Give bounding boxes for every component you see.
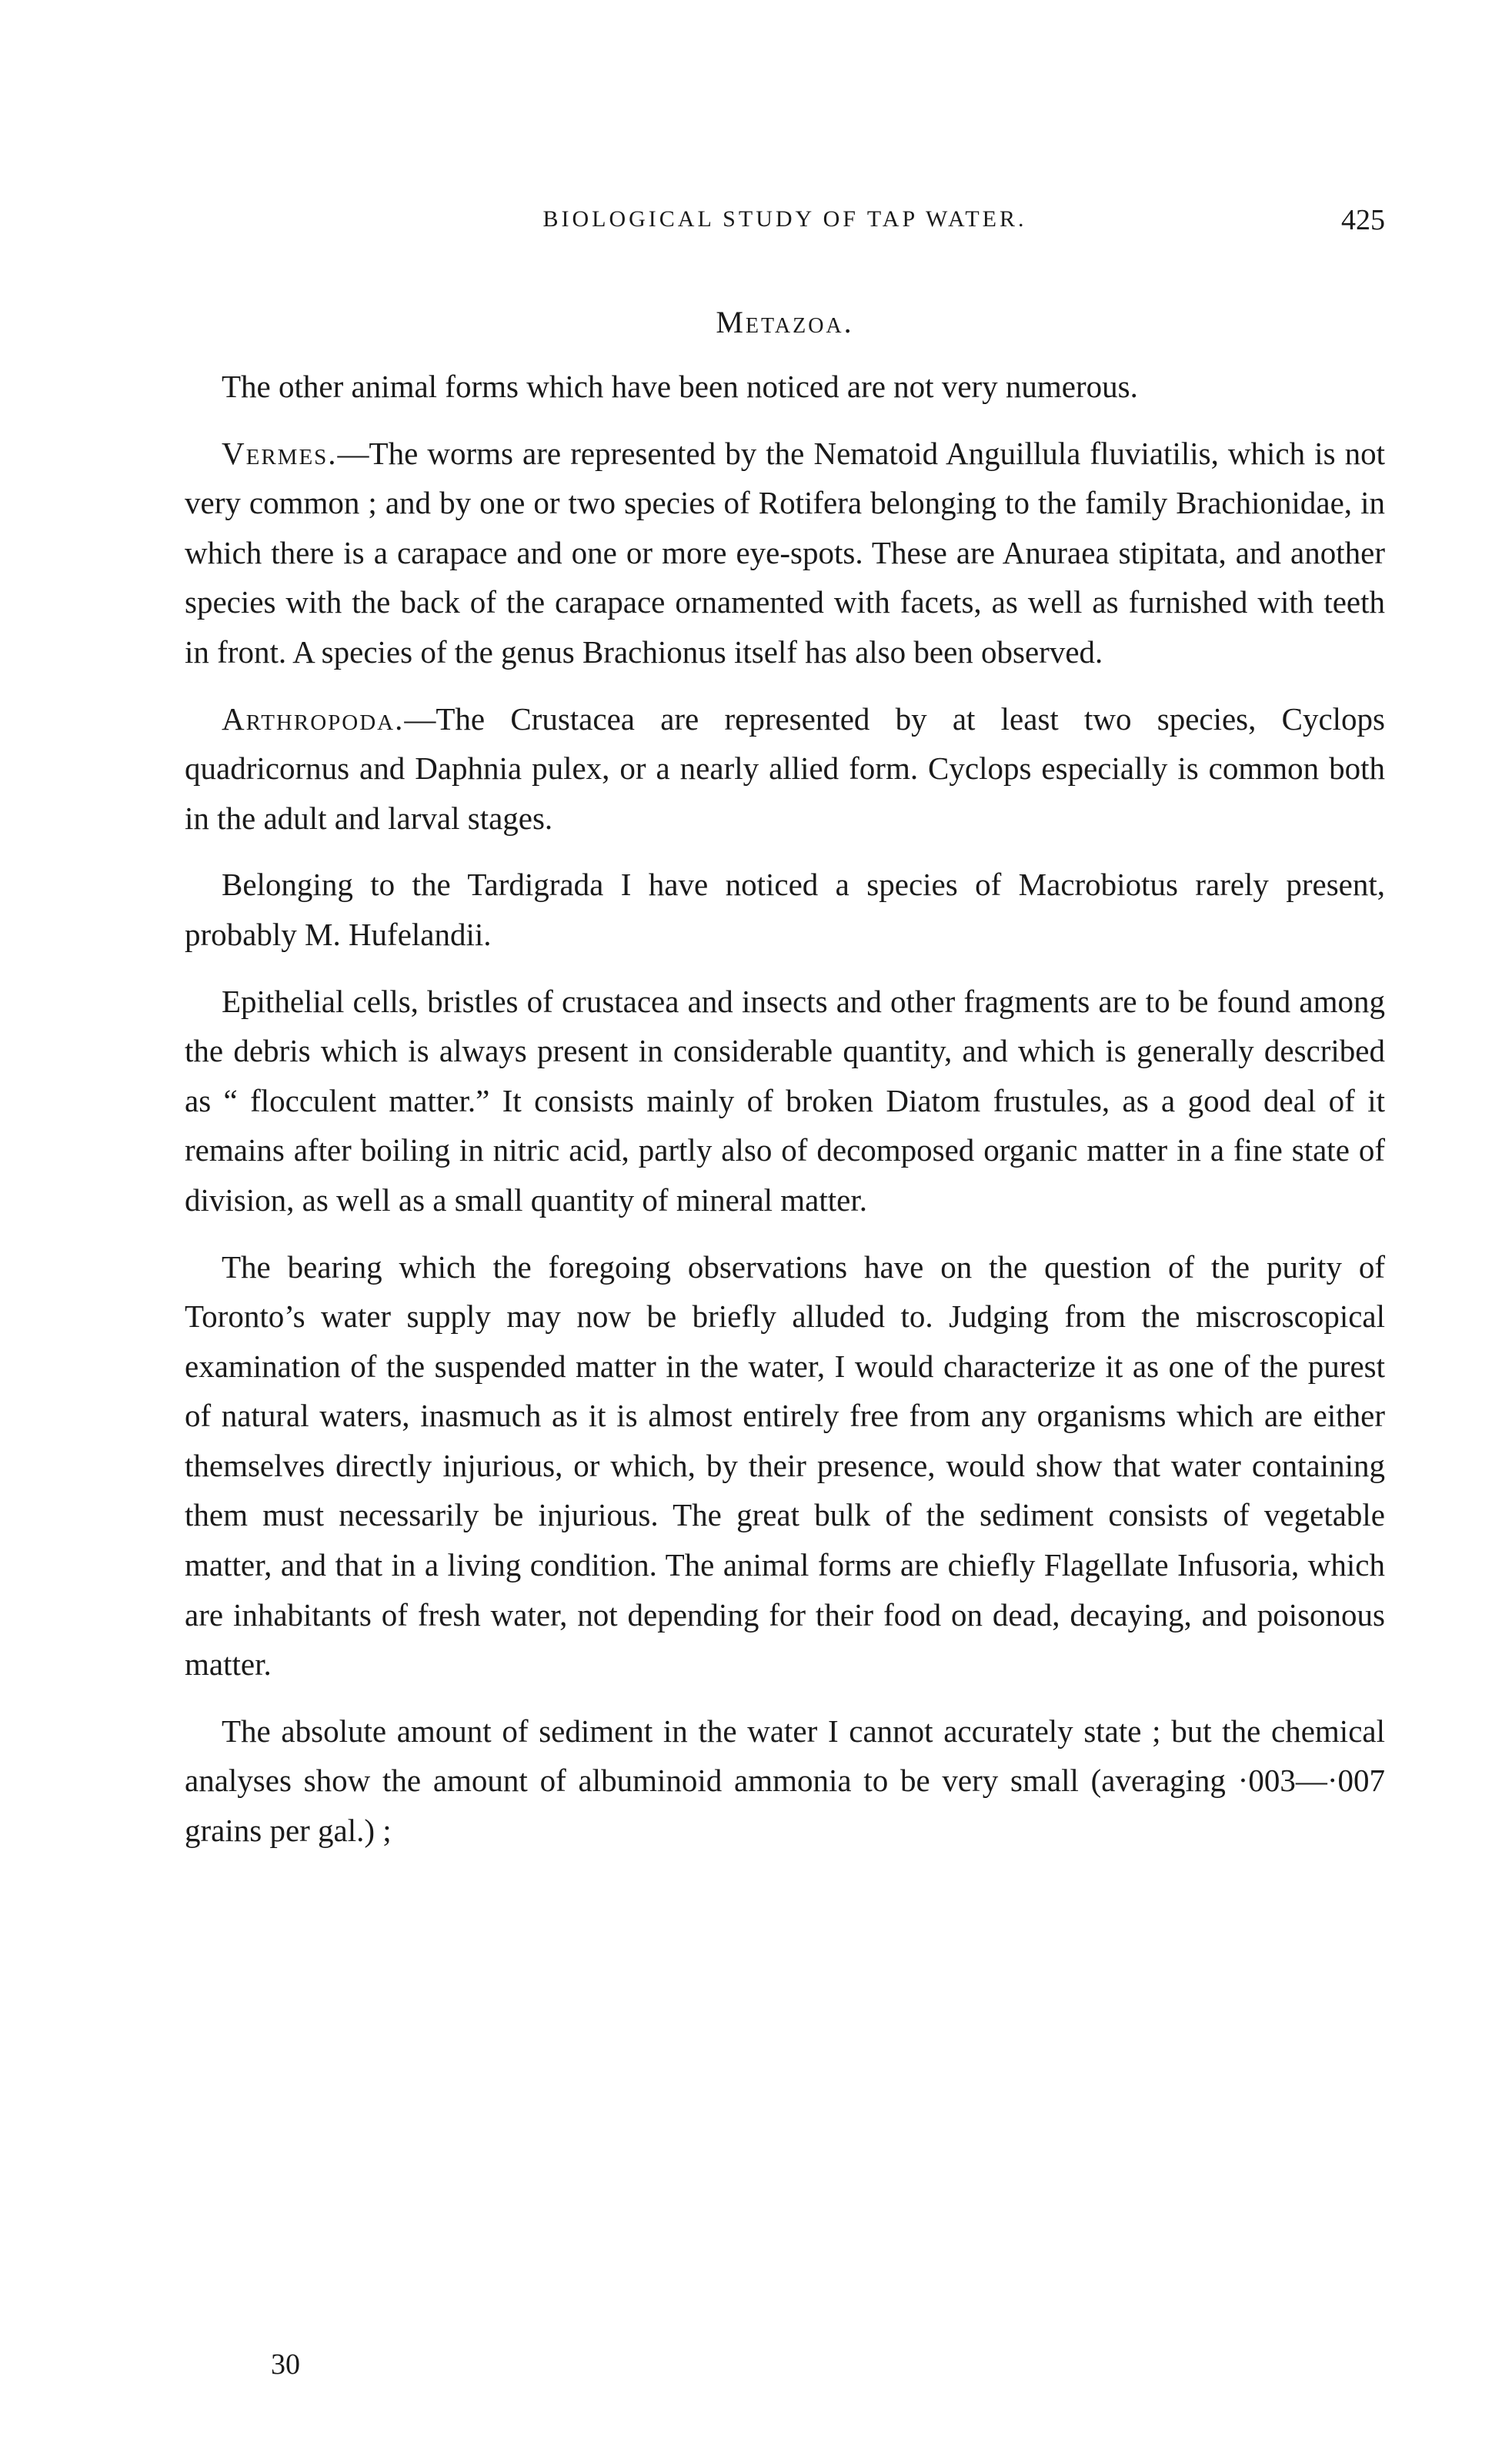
paragraph-text: Belonging to the Tardigrada I have noticed a species of Macrobiotus rarely present, probably M. Hufelandii. (185, 867, 1385, 952)
paragraph-epithelial (185, 977, 1385, 1225)
section-title: Metazoa. (716, 305, 854, 339)
paragraph-lead: Arthropoda. (222, 700, 405, 737)
paragraph-text: The absolute amount of sediment in the water I cannot accurately state ; but the chemical analyses show the amount of albuminoid ammonia to be very small (averaging ·003—·007 grains per gal.) ; (185, 1713, 1385, 1849)
paragraph-tardigrada (185, 860, 1385, 959)
paragraph-bearing (185, 1242, 1385, 1689)
paragraph-intro (185, 362, 1385, 412)
running-head (185, 206, 1385, 252)
paragraph-lead: Vermes. (222, 435, 338, 471)
running-title: BIOLOGICAL STUDY OF TAP WATER. (542, 206, 1027, 232)
paragraph-vermes (185, 429, 1385, 677)
paragraph-arthropoda (185, 694, 1385, 844)
paragraph-absolute-amount (185, 1706, 1385, 1856)
body-text (185, 362, 1385, 1873)
paragraph-text: —The worms are represented by the Nematoid Anguillula fluviatilis, which is not very common ; and by one or two species of Rotifera belonging to the family Brachionidae, in which there is a carapace and one or more eye-spots. These are Anuraea stipitata, and another species with the back of the carapace ornamented with facets, as well as furnished with teeth in front. A species of the genus Brachionus itself has also been observed. (185, 435, 1385, 670)
paragraph-text: Epithelial cells, bristles of crustacea and insects and other fragments are to be found among the debris which is always present in considerable quantity, and which is generally described as “ flocculent matter.” It consists mainly of broken Diatom frustules, as a good deal of it remains after boiling in nitric acid, partly also of decomposed organic matter in a fine state of division, as well as a small quantity of mineral matter. (185, 983, 1385, 1218)
page-number: 425 (1341, 204, 1385, 236)
paragraph-text: The other animal forms which have been noticed are not very numerous. (222, 369, 1138, 404)
paragraph-text: The bearing which the foregoing observations have on the question of the purity of Toronto’s water supply may now be briefly alluded to. Judging from the miscroscopical examination of the suspended matter in the water, I would characterize it as one of the purest of natural waters, inasmuch as it is almost entirely free from any organisms which are either themselves directly injurious, or which, by their presence, would show that water containing them must necessarily be injurious. The great bulk of the sediment consists of vegetable matter, and that in a living condition. The animal forms are chiefly Flagellate Infusoria, which are inhabitants of fresh water, not depending for their food on dead, decaying, and poisonous matter. (185, 1248, 1385, 1683)
signature-mark: 30 (271, 2348, 300, 2381)
paragraph-text: —The Crustacea are represented by at least two species, Cyclops quadricornus and Daphnia pulex, or a nearly allied form. Cyclops especially is common both in the adult and larval stages. (185, 700, 1385, 836)
